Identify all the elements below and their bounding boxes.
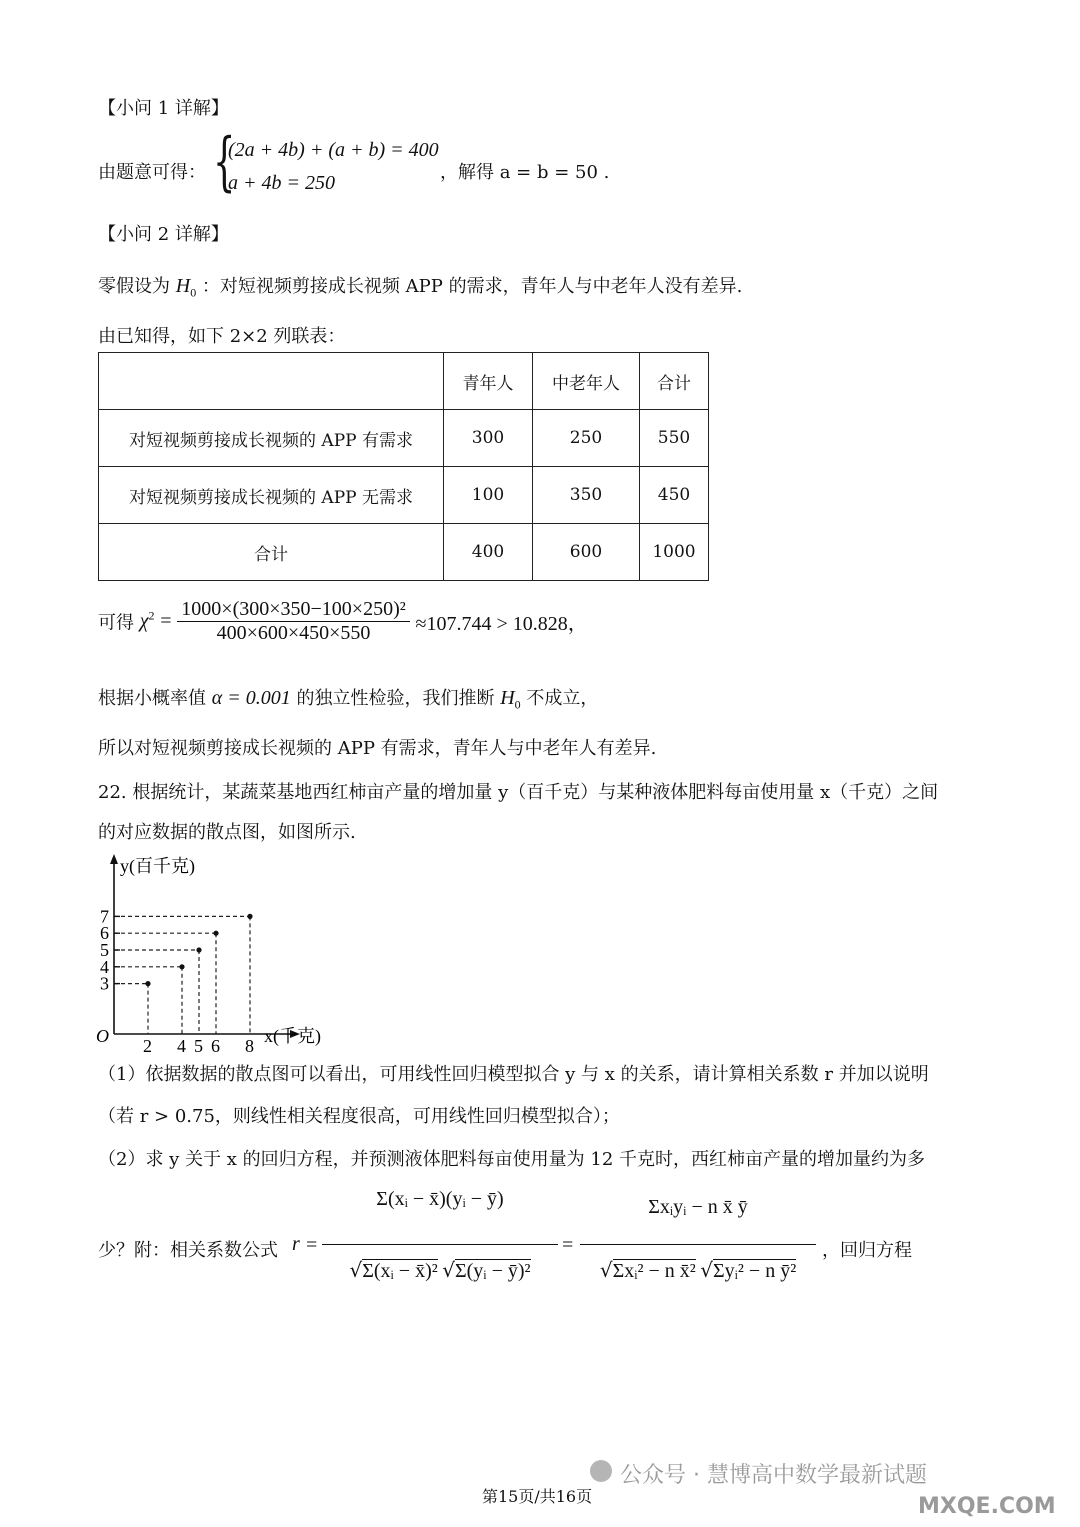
chi-denominator: 400×600×450×550 xyxy=(216,622,371,644)
section-title-2: 【小问 2 详解】 xyxy=(98,224,229,245)
chi-exponent: 2 xyxy=(148,608,155,623)
chi-numerator: 1000×(300×350−100×250)² xyxy=(177,598,409,622)
question-22-line-1: 22. 根据统计，某蔬菜基地西红柿亩产量的增加量 y（百千克）与某种液体肥料每亩使用量 x（千克）之间 xyxy=(98,782,939,803)
y-tick-label: 5 xyxy=(100,940,109,960)
table-row xyxy=(99,467,709,524)
x-tick-label: 8 xyxy=(245,1036,254,1052)
y-tick-label: 6 xyxy=(100,923,109,944)
scatter-marks xyxy=(100,906,254,1052)
data-point xyxy=(179,964,184,969)
table-cell: 1000 xyxy=(640,524,709,581)
conclusion-1 xyxy=(98,684,598,713)
conclusion-subscript: 0 xyxy=(514,697,521,712)
chi-square-formula xyxy=(98,598,588,645)
conclusion-post: 不成立， xyxy=(526,688,599,709)
denominator-2b-text: Σyᵢ² − n ȳ² xyxy=(713,1260,797,1282)
table-row xyxy=(99,410,709,467)
table-cell: 300 xyxy=(444,410,533,467)
data-point xyxy=(145,981,150,986)
x-tick-label: 2 xyxy=(143,1036,152,1052)
watermark-text: 公众号 · 慧博高中数学最新试题 xyxy=(620,1463,927,1488)
formula-denominator-2: √Σxᵢ² − n x̄² √Σyᵢ² − n ȳ² xyxy=(599,1258,797,1282)
conclusion-pre: 根据小概率值 xyxy=(98,688,206,709)
question-part-1b: （若 r > 0.75，则线性相关程度很高，可用线性回归模型拟合）； xyxy=(98,1106,620,1127)
table-cell: 对短视频剪接成长视频的 APP 有需求 xyxy=(99,410,444,467)
table-cell: 550 xyxy=(640,410,709,467)
formula-equals-1: = xyxy=(306,1234,318,1256)
null-symbol: H xyxy=(175,275,191,297)
y-tick-label: 3 xyxy=(100,973,109,994)
x-tick-label: 5 xyxy=(194,1036,203,1052)
alpha-value: α = 0.001 xyxy=(211,687,291,709)
x-tick-label: 4 xyxy=(177,1036,186,1052)
table-header-row xyxy=(99,353,709,410)
contingency-table xyxy=(98,352,709,581)
formula-numerator-2 xyxy=(580,1196,816,1219)
table-header-cell: 中老年人 xyxy=(533,353,640,410)
chi-equals: = xyxy=(160,610,172,632)
null-subscript: 0 xyxy=(190,285,197,300)
table-header-cell: 合计 xyxy=(640,353,709,410)
chi-lead: 可得 xyxy=(98,612,134,634)
question-part-1a: （1）依据数据的散点图可以看出，可用线性回归模型拟合 y 与 x 的关系，请计算相关系数 r 并加以说明 xyxy=(98,1064,929,1085)
equation-result: ，解得 a = b = 50 . xyxy=(440,162,610,183)
table-cell: 450 xyxy=(640,467,709,524)
conclusion-2: 所以对短视频剪接成长视频的 APP 有需求，青年人与中老年人有差异. xyxy=(98,738,657,759)
data-point xyxy=(213,931,218,936)
equation-line-2: a + 4b = 250 xyxy=(228,172,335,194)
equation-lead: 由题意可得： xyxy=(98,162,206,183)
question-part-2: （2）求 y 关于 x 的回归方程，并预测液体肥料每亩使用量为 12 千克时，西红柿亩产量的增加量约为多 xyxy=(98,1149,926,1170)
scatter-plot xyxy=(94,852,344,1052)
numerator-2-text: Σxᵢyᵢ − n x̄ ȳ xyxy=(648,1196,748,1218)
formula-bar-2 xyxy=(580,1244,816,1245)
system-brace: { xyxy=(213,125,236,199)
origin-label: O xyxy=(96,1026,109,1046)
equation-line-1: (2a + 4b) + (a + b) = 400 xyxy=(228,139,439,161)
y-tick-label: 7 xyxy=(100,906,109,927)
data-point xyxy=(247,914,252,919)
table-cell: 250 xyxy=(533,410,640,467)
table-header-cell xyxy=(99,353,444,410)
null-text: ：对短视频剪接成长视频 APP 的需求，青年人与中老年人没有差异. xyxy=(201,276,743,297)
chi-symbol: χ xyxy=(139,610,149,632)
question-22-line-2: 的对应数据的散点图，如图所示. xyxy=(98,822,356,843)
y-tick-label: 4 xyxy=(100,956,109,977)
formula-r-symbol: r xyxy=(292,1233,300,1255)
page-number: 第15页/共16页 xyxy=(482,1487,593,1506)
denominator-2a-text: Σxᵢ² − n x̄² xyxy=(612,1260,696,1282)
numerator-1-text: Σ(xᵢ − x̄)(yᵢ − ȳ) xyxy=(376,1188,504,1210)
y-axis-arrow xyxy=(110,854,118,864)
table-row xyxy=(99,524,709,581)
x-tick-label: 6 xyxy=(211,1036,220,1052)
denominator-1b-text: Σ(yᵢ − ȳ)² xyxy=(455,1260,531,1282)
watermark-site: MXQE.COM xyxy=(918,1494,1056,1519)
formula-bar-1 xyxy=(322,1244,558,1245)
null-prefix: 零假设为 xyxy=(98,276,170,297)
conclusion-symbol: H xyxy=(500,687,515,709)
y-axis-label: y(百千克) xyxy=(120,856,195,876)
table-cell: 100 xyxy=(444,467,533,524)
formula-numerator-1 xyxy=(322,1188,558,1211)
denominator-1a-text: Σ(xᵢ − x̄)² xyxy=(362,1260,438,1282)
conclusion-mid: 的独立性检验，我们推断 xyxy=(296,688,495,709)
null-hypothesis xyxy=(98,272,742,301)
data-point xyxy=(196,947,201,952)
formula-denominator-1: √Σ(xᵢ − x̄)² √Σ(yᵢ − ȳ)² xyxy=(349,1258,531,1282)
table-cell: 600 xyxy=(533,524,640,581)
table-cell: 350 xyxy=(533,467,640,524)
table-cell: 对短视频剪接成长视频的 APP 无需求 xyxy=(99,467,444,524)
chi-result: ≈107.744 > 10.828， xyxy=(415,613,588,635)
table-intro: 由已知得，如下 2×2 列联表： xyxy=(98,326,346,347)
formula-lead: 少？附：相关系数公式 xyxy=(98,1240,278,1261)
chi-fraction xyxy=(177,598,409,645)
section-title-1: 【小问 1 详解】 xyxy=(98,98,229,119)
x-axis-label: x(千克) xyxy=(264,1026,321,1046)
table-cell: 400 xyxy=(444,524,533,581)
formula-trailing-text: ，回归方程 xyxy=(822,1240,912,1261)
wechat-icon xyxy=(590,1460,612,1482)
formula-equals-2: = xyxy=(562,1234,574,1256)
table-header-cell: 青年人 xyxy=(444,353,533,410)
table-cell: 合计 xyxy=(99,524,444,581)
